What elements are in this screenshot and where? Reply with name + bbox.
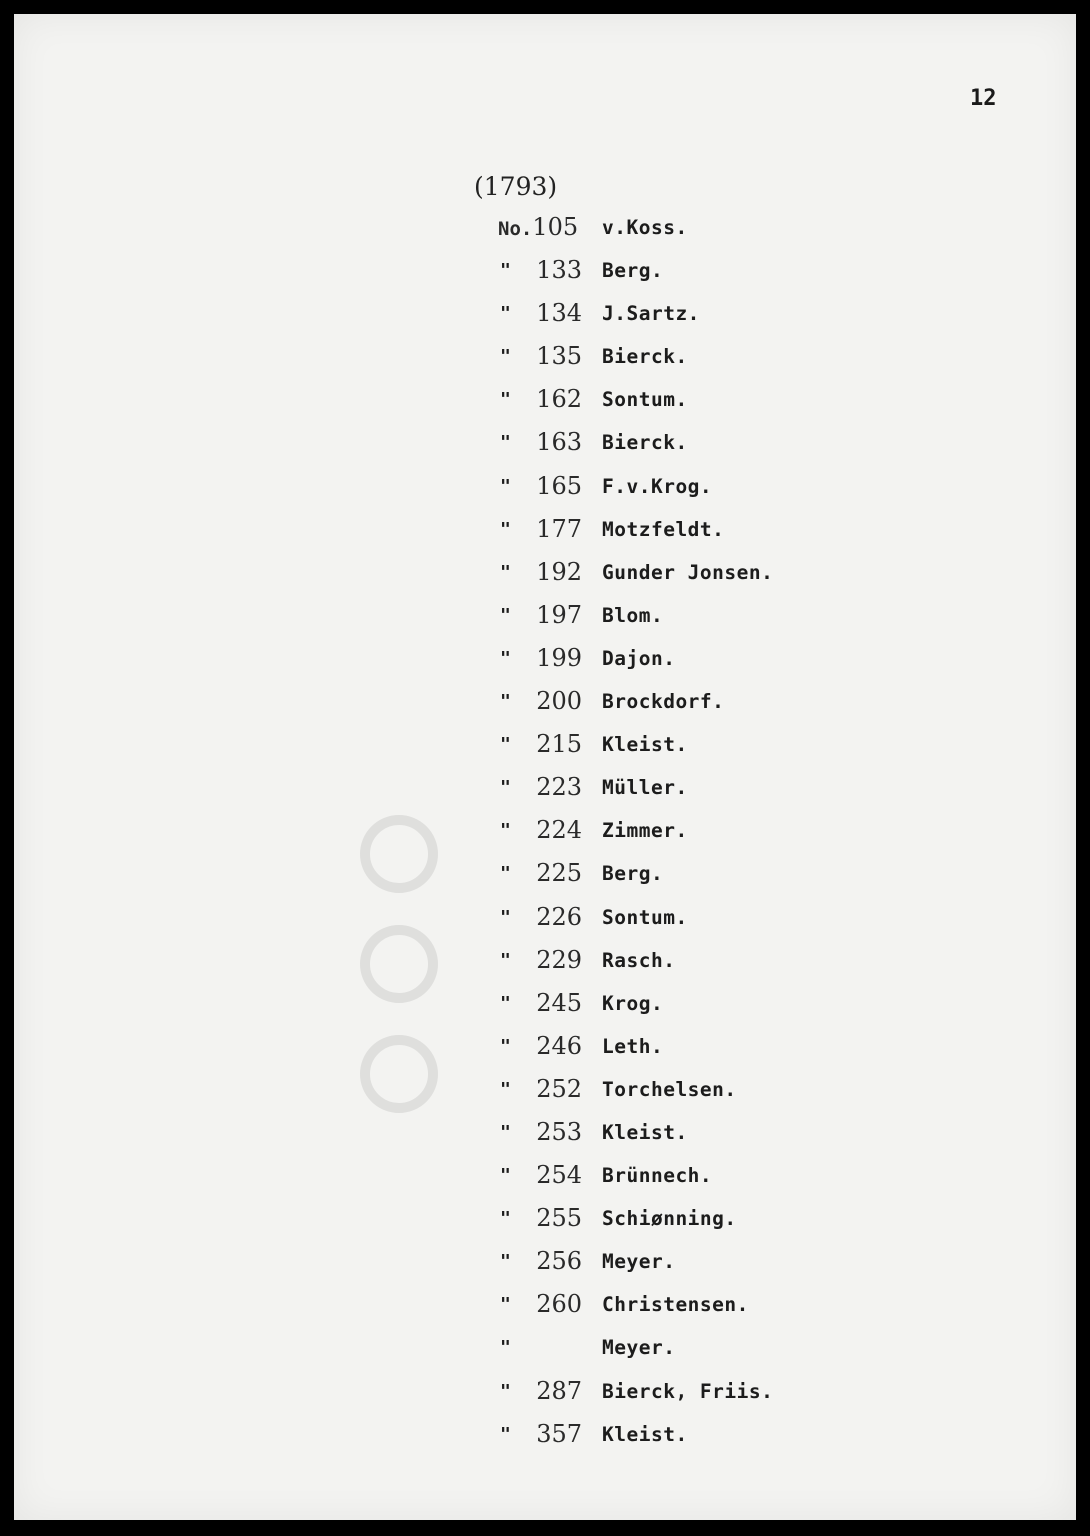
entry-number: 229 [536,945,582,974]
entry-name: v.Koss. [602,216,688,239]
list-item [14,1071,1076,1114]
entry-name: Meyer. [602,1250,676,1274]
entry-number: 192 [536,557,582,586]
entry-number [498,213,582,241]
entry-name: Sontum. [602,905,688,929]
entry-number: 177 [536,514,582,543]
ditto-mark: " [500,1337,511,1359]
ditto-mark: " [500,260,511,282]
entry-name: Kleist. [602,1422,688,1446]
entry-name: Christensen. [602,1293,749,1317]
list-item [14,468,1076,511]
ditto-mark: " [500,863,511,885]
ditto-mark: " [500,992,511,1014]
entry-number: 225 [536,859,582,888]
list-item [14,381,1076,424]
entry-name: Kleist. [602,733,688,757]
entry-name: Gunder Jonsen. [602,560,774,584]
page-number: 12 [970,86,997,111]
list-item [14,1114,1076,1157]
ditto-mark: " [500,1294,511,1316]
list-item [14,1373,1076,1416]
entry-number: 133 [536,256,582,285]
entry-name: Krog. [602,991,664,1015]
ditto-mark: " [500,1380,511,1402]
entry-number: 224 [536,816,582,845]
entry-number: 254 [536,1161,582,1190]
ditto-mark: " [500,1078,511,1100]
ditto-mark: " [500,1165,511,1187]
document-page [14,14,1076,1520]
list-item [14,554,1076,597]
ditto-mark: " [500,561,511,583]
entry-name: Meyer. [602,1336,676,1360]
entry-number: 357 [536,1419,582,1448]
entry-name: Brünnech. [602,1164,713,1188]
ditto-mark: " [500,647,511,669]
entry-name: J.Sartz. [602,302,700,326]
ditto-mark: " [500,949,511,971]
year-heading: (1793) [474,172,558,201]
entry-name: Torchelsen. [602,1077,737,1101]
entry-number: 215 [536,730,582,759]
list-item [14,1416,1076,1459]
ditto-mark: " [500,906,511,928]
entry-number: 135 [536,342,582,371]
ditto-mark: " [500,734,511,756]
entry-number: 197 [536,600,582,629]
list-item [14,1028,1076,1071]
ditto-mark: " [500,389,511,411]
ditto-mark: " [500,1121,511,1143]
entry-number: 199 [536,643,582,672]
list-item [14,252,1076,295]
entry-number: 287 [536,1376,582,1405]
entry-name: Schiønning. [602,1207,737,1231]
entry-number: 134 [536,299,582,328]
entry-name: F.v.Krog. [602,474,713,498]
list-item [14,338,1076,381]
entry-list [14,209,1076,1459]
entry-number-value: 105 [532,213,579,241]
entry-number: 252 [536,1074,582,1103]
list-item [14,812,1076,855]
list-item [14,209,1076,252]
entry-name: Rasch. [602,948,676,972]
list-item [14,1200,1076,1243]
entry-name: Motzfeldt. [602,517,725,541]
ditto-mark: " [500,432,511,454]
entry-number: 246 [536,1031,582,1060]
ditto-mark: " [500,691,511,713]
list-item [14,640,1076,683]
entry-name: Kleist. [602,1120,688,1144]
entry-number: 256 [536,1247,582,1276]
list-item [14,942,1076,985]
entry-number: 226 [536,902,582,931]
list-item [14,769,1076,812]
list-item [14,855,1076,898]
entry-name: Bierck, Friis. [602,1379,774,1403]
entry-name: Zimmer. [602,819,688,843]
entry-number: 255 [536,1204,582,1233]
list-item [14,985,1076,1028]
list-item [14,295,1076,338]
ditto-mark: " [500,1423,511,1445]
entry-name: Bierck. [602,345,688,369]
entry-number: 253 [536,1117,582,1146]
ditto-mark: " [500,303,511,325]
list-item [14,1243,1076,1286]
list-item [14,511,1076,554]
list-item [14,683,1076,726]
ditto-mark: " [500,820,511,842]
entry-number: 200 [536,687,582,716]
ditto-mark: " [500,604,511,626]
list-item [14,899,1076,942]
list-item [14,1157,1076,1200]
entry-name: Berg. [602,259,664,283]
list-item [14,1286,1076,1329]
entry-number: 223 [536,773,582,802]
entry-number: 165 [536,471,582,500]
entry-number: 260 [536,1290,582,1319]
entry-number: 163 [536,428,582,457]
entry-name: Bierck. [602,431,688,455]
list-item [14,726,1076,769]
list-item [14,597,1076,640]
ditto-mark: " [500,1251,511,1273]
number-prefix: No. [498,218,533,240]
ditto-mark: " [500,518,511,540]
entry-name: Leth. [602,1034,664,1058]
ditto-mark: " [500,777,511,799]
entry-name: Blom. [602,603,664,627]
ditto-mark: " [500,475,511,497]
list-item [14,424,1076,467]
entry-name: Berg. [602,862,664,886]
entry-name: Müller. [602,776,688,800]
ditto-mark: " [500,346,511,368]
list-item [14,1329,1076,1372]
entry-name: Dajon. [602,646,676,670]
entry-name: Brockdorf. [602,690,725,714]
entry-number: 245 [536,988,582,1017]
entry-number: 162 [536,385,582,414]
entry-name: Sontum. [602,388,688,412]
ditto-mark: " [500,1035,511,1057]
ditto-mark: " [500,1208,511,1230]
